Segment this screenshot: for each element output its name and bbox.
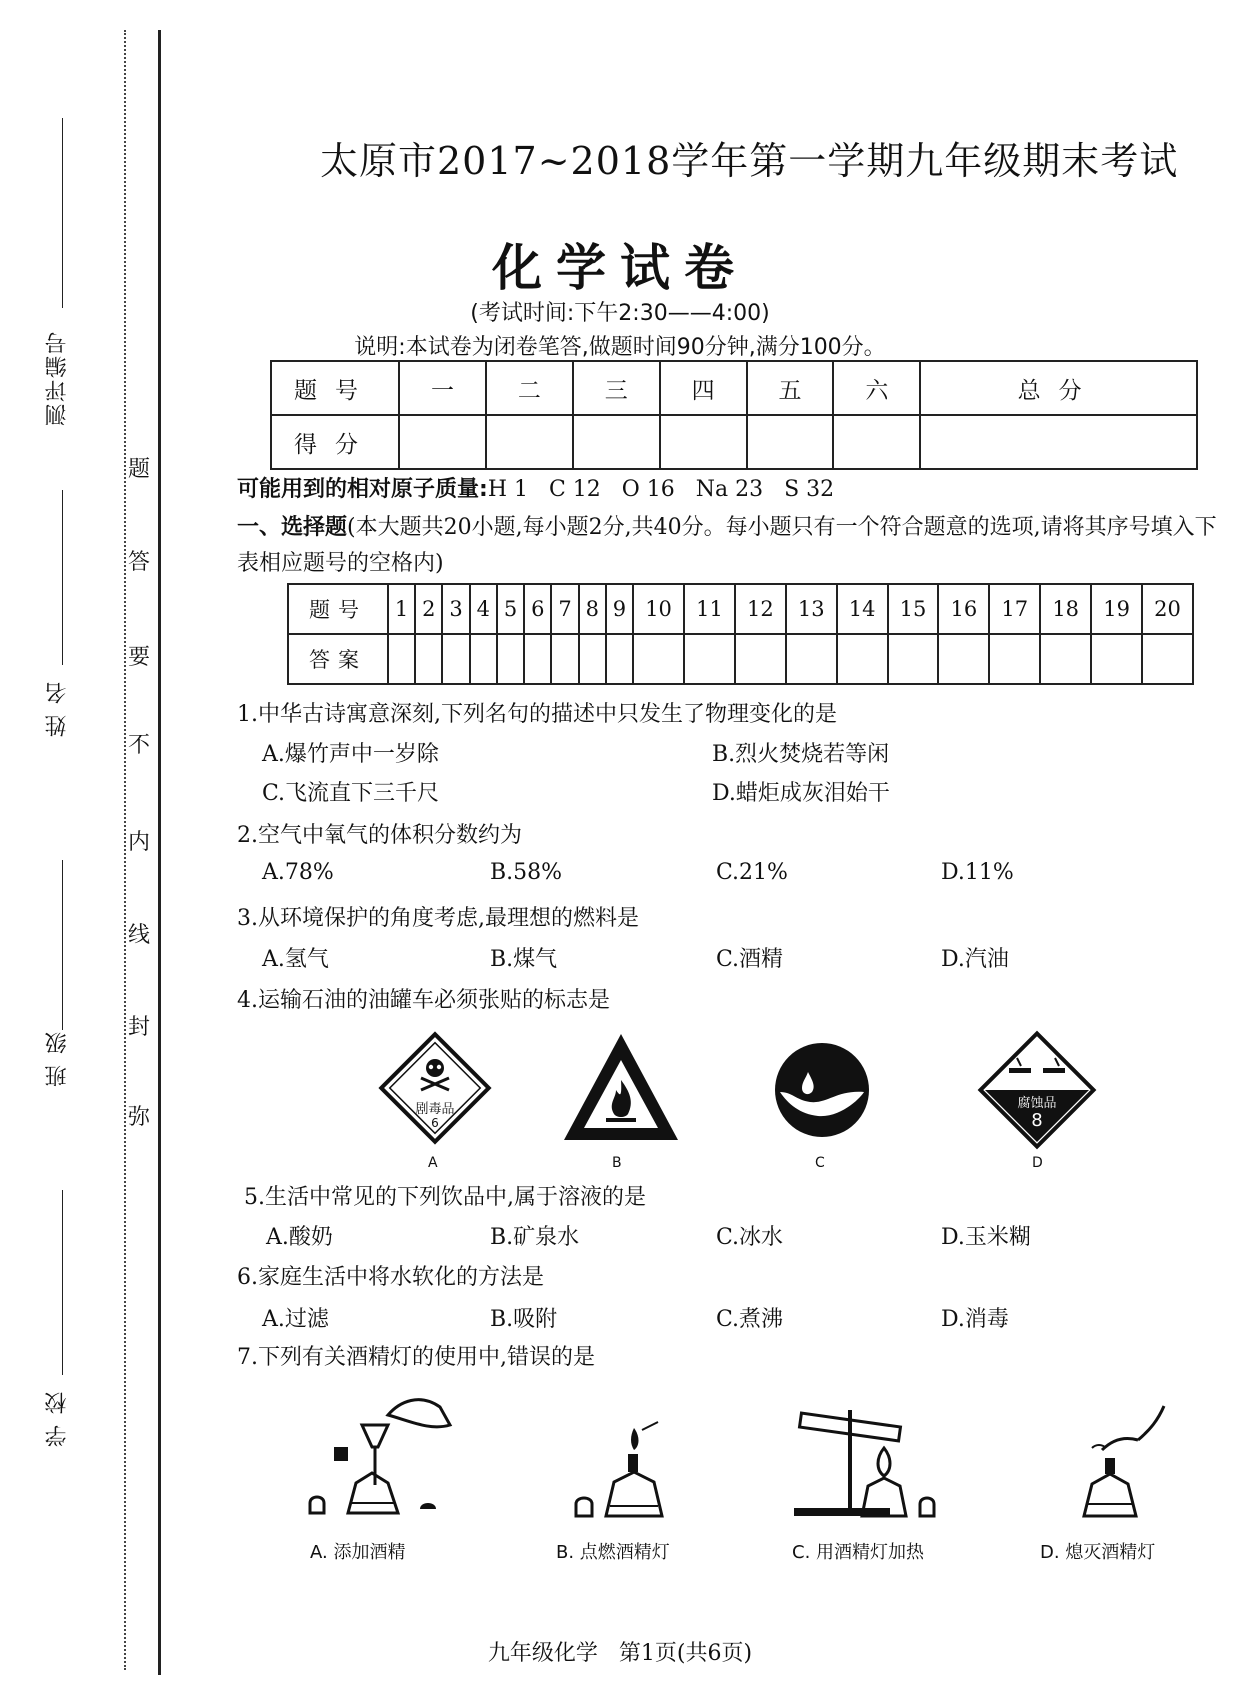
question-option[interactable]: B.58% — [490, 860, 563, 885]
answer-number: 19 — [1091, 584, 1142, 634]
answer-number: 4 — [470, 584, 497, 634]
heating-stand-icon — [790, 1400, 950, 1525]
answer-number: 7 — [551, 584, 578, 634]
toxic-sign[interactable] — [375, 1028, 495, 1148]
score-cell[interactable] — [399, 415, 486, 469]
answer-number: 17 — [989, 584, 1040, 634]
figure-caption: D. 熄灭酒精灯 — [1040, 1542, 1156, 1563]
corrosive-icon — [975, 1028, 1099, 1152]
seal-char: 封 — [128, 1015, 151, 1040]
answer-cell[interactable] — [1040, 634, 1091, 684]
question-stem: 7.下列有关酒精灯的使用中,错误的是 — [237, 1345, 595, 1370]
score-header-cell: 三 — [573, 361, 660, 415]
score-cell[interactable] — [573, 415, 660, 469]
answer-row-label: 题号 — [288, 584, 388, 634]
answer-cell[interactable] — [735, 634, 786, 684]
question-option[interactable]: A.78% — [262, 860, 334, 885]
answer-number: 15 — [888, 584, 939, 634]
section1-text: (本大题共20小题,每小题2分,共40分。每小题只有一个符合题意的选项,请将其序号填入下表相应题号的空格内) — [237, 515, 1217, 576]
question-option[interactable]: C.21% — [716, 860, 788, 885]
water-saving-icon — [772, 1040, 872, 1140]
answer-number: 6 — [524, 584, 551, 634]
figure-heating[interactable] — [790, 1400, 950, 1525]
seal-char: 线 — [128, 923, 151, 948]
answer-number: 20 — [1142, 584, 1193, 634]
question-option[interactable]: C.酒精 — [716, 947, 784, 972]
score-cell[interactable] — [747, 415, 834, 469]
score-header-cell: 五 — [747, 361, 834, 415]
skull-crossbones-icon — [375, 1028, 495, 1148]
exam-title: 太原市2017~2018学年第一学期九年级期末考试 — [320, 139, 1179, 183]
answer-cell[interactable] — [442, 634, 469, 684]
answer-number: 3 — [442, 584, 469, 634]
answer-number: 18 — [1040, 584, 1091, 634]
question-stem: 1.中华古诗寓意深刻,下列名句的描述中只发生了物理变化的是 — [237, 702, 837, 727]
score-header-cell: 二 — [486, 361, 573, 415]
sign-caption: A — [428, 1155, 438, 1171]
question-stem: 4.运输石油的油罐车必须张贴的标志是 — [237, 988, 610, 1013]
score-table-header-row — [271, 361, 1197, 415]
answer-table — [287, 583, 1194, 685]
answer-cell[interactable] — [837, 634, 888, 684]
score-header-cell: 题号 — [271, 361, 399, 415]
score-header-cell: 总分 — [920, 361, 1197, 415]
answer-table-answer-row — [288, 634, 1193, 684]
seal-char: 要 — [128, 645, 151, 670]
question-stem: 2.空气中氧气的体积分数约为 — [237, 823, 522, 848]
answer-number: 8 — [579, 584, 606, 634]
answer-cell[interactable] — [579, 634, 606, 684]
answer-table-number-row — [288, 584, 1193, 634]
figure-caption: A. 添加酒精 — [310, 1542, 406, 1563]
answer-number: 9 — [606, 584, 633, 634]
atomic-masses-values: H 1 C 12 O 16 Na 23 S 32 — [487, 477, 835, 502]
margin-fill-school[interactable] — [62, 1190, 63, 1375]
answer-number: 2 — [415, 584, 442, 634]
score-header-cell: 四 — [660, 361, 747, 415]
question-option[interactable]: C.飞流直下三千尺 — [262, 781, 440, 806]
question-stem: 5.生活中常见的下列饮品中,属于溶液的是 — [244, 1185, 646, 1210]
sign-caption: C — [815, 1155, 825, 1171]
seal-char: 不 — [128, 733, 151, 758]
sign-number: 8 — [1031, 1110, 1043, 1131]
question-stem: 6.家庭生活中将水软化的方法是 — [237, 1265, 544, 1290]
answer-cell[interactable] — [388, 634, 415, 684]
score-row-label: 得分 — [271, 415, 399, 469]
alcohol-lamp-funnel-icon — [300, 1385, 470, 1525]
answer-cell[interactable] — [524, 634, 551, 684]
answer-cell[interactable] — [606, 634, 633, 684]
exam-time: (考试时间:下午2:30——4:00) — [470, 301, 770, 326]
margin-fill-name[interactable] — [62, 490, 63, 665]
answer-cell[interactable] — [415, 634, 442, 684]
answer-number: 16 — [938, 584, 989, 634]
atomic-masses-label: 可能用到的相对原子质量: — [237, 477, 488, 502]
question-option[interactable]: C.冰水 — [716, 1225, 784, 1250]
figure-lighting-lamp[interactable] — [570, 1420, 680, 1525]
extinguish-lamp-icon — [1072, 1400, 1182, 1525]
answer-number: 5 — [497, 584, 524, 634]
score-header-cell: 一 — [399, 361, 486, 415]
question-option[interactable]: C.煮沸 — [716, 1307, 784, 1332]
margin-label-class: 班 级 — [45, 1030, 70, 1087]
figure-extinguishing[interactable] — [1072, 1400, 1182, 1525]
question-option[interactable]: A.过滤 — [262, 1307, 329, 1332]
answer-row-label: 答案 — [288, 634, 388, 684]
sign-caption: B — [612, 1155, 622, 1171]
answer-number: 11 — [684, 584, 735, 634]
score-cell[interactable] — [833, 415, 920, 469]
answer-cell[interactable] — [1091, 634, 1142, 684]
question-option[interactable]: D.消毒 — [941, 1307, 1009, 1332]
answer-cell[interactable] — [633, 634, 684, 684]
water-saving-sign[interactable] — [772, 1040, 872, 1140]
margin-label-school: 学 校 — [45, 1390, 70, 1447]
question-option[interactable]: A.酸奶 — [266, 1225, 333, 1250]
answer-number: 14 — [837, 584, 888, 634]
section1-instructions — [237, 510, 1227, 582]
figure-caption: C. 用酒精灯加热 — [792, 1542, 925, 1563]
answer-number: 12 — [735, 584, 786, 634]
alcohol-lamp-icon — [570, 1420, 680, 1525]
score-table-score-row — [271, 415, 1197, 469]
answer-cell[interactable] — [497, 634, 524, 684]
seal-char: 题 — [128, 457, 151, 482]
question-option[interactable]: A.爆竹声中一岁除 — [262, 742, 439, 767]
sign-inner-text: 剧毒品 — [415, 1102, 455, 1117]
sign-inner-text: 腐蚀品 — [1017, 1096, 1057, 1111]
answer-cell[interactable] — [470, 634, 497, 684]
page-footer: 九年级化学 第1页(共6页) — [487, 1641, 753, 1666]
margin-label-name: 姓 名 — [45, 680, 70, 737]
figure-adding-alcohol[interactable] — [300, 1385, 470, 1525]
flammable-sign[interactable] — [560, 1030, 682, 1145]
question-option[interactable]: D.玉米糊 — [941, 1225, 1031, 1250]
question-option[interactable]: B.吸附 — [490, 1307, 558, 1332]
question-option[interactable]: B.煤气 — [490, 947, 558, 972]
exam-note: 说明:本试卷为闭卷笔答,做题时间90分钟,满分100分。 — [354, 335, 886, 360]
answer-cell[interactable] — [684, 634, 735, 684]
question-option[interactable]: D.蜡炬成灰泪始干 — [712, 781, 890, 806]
margin-fill-class[interactable] — [62, 860, 63, 1030]
corrosive-sign[interactable] — [975, 1028, 1099, 1152]
question-option[interactable]: D.11% — [941, 860, 1014, 885]
answer-cell[interactable] — [1142, 634, 1193, 684]
answer-cell[interactable] — [938, 634, 989, 684]
answer-number: 13 — [786, 584, 837, 634]
margin-label-test-id: 测评编号 — [45, 330, 70, 426]
exam-subject: 化学试卷 — [492, 239, 748, 297]
answer-cell[interactable] — [786, 634, 837, 684]
answer-number: 10 — [633, 584, 684, 634]
question-option[interactable]: B.矿泉水 — [490, 1225, 580, 1250]
atomic-masses — [237, 472, 834, 503]
question-stem: 3.从环境保护的角度考虑,最理想的燃料是 — [237, 906, 639, 931]
figure-caption: B. 点燃酒精灯 — [556, 1542, 670, 1563]
seal-char: 答 — [128, 550, 151, 575]
sign-caption: D — [1032, 1155, 1043, 1171]
score-header-cell: 六 — [833, 361, 920, 415]
flame-triangle-icon — [560, 1030, 682, 1145]
answer-number: 1 — [388, 584, 415, 634]
answer-cell[interactable] — [888, 634, 939, 684]
question-option[interactable]: D.汽油 — [941, 947, 1009, 972]
section1-heading: 一、选择题 — [237, 515, 348, 540]
answer-cell[interactable] — [551, 634, 578, 684]
sign-number: 6 — [431, 1116, 439, 1130]
answer-cell[interactable] — [989, 634, 1040, 684]
score-table — [270, 360, 1198, 470]
question-option[interactable]: A.氢气 — [262, 947, 329, 972]
score-cell[interactable] — [486, 415, 573, 469]
question-option[interactable]: B.烈火焚烧若等闲 — [712, 742, 890, 767]
score-cell[interactable] — [920, 415, 1197, 469]
seal-char: 弥 — [128, 1105, 151, 1130]
seal-char: 内 — [128, 830, 151, 855]
score-cell[interactable] — [660, 415, 747, 469]
